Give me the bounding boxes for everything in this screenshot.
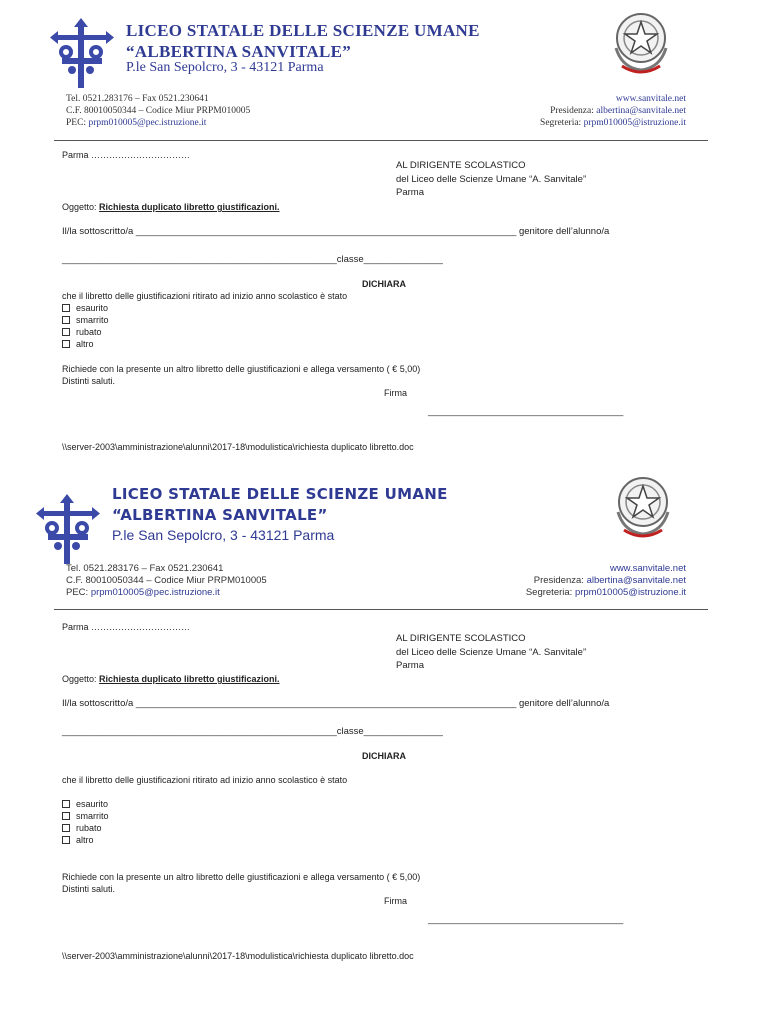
phone-fax: Tel. 0521.283176 – Fax 0521.230641	[66, 94, 209, 104]
recipient-line2: del Liceo delle Scienze Umane “A. Sanvitale”	[396, 646, 587, 658]
undersigned-line[interactable]: Il/la sottoscritto/a ________________________________________________________________________ genitore dell’alunno/a	[62, 226, 610, 237]
request-text: Richiede con la presente un altro libretto delle giustificazioni e allega versamento ( € 5,00)	[62, 364, 421, 374]
form-copy-1	[0, 0, 770, 470]
option-label: altro	[76, 835, 94, 845]
presidenza-line	[540, 105, 686, 117]
place-date: Parma ……………………………	[62, 622, 191, 632]
school-name	[112, 484, 448, 526]
website-link[interactable]: www.sanvitale.net	[615, 94, 686, 104]
recipient-line1: AL DIRIGENTE SCOLASTICO	[396, 633, 526, 644]
option-altro[interactable]	[62, 338, 109, 350]
checkbox-esaurito[interactable]	[62, 800, 70, 808]
segreteria-line	[526, 587, 686, 599]
option-label: altro	[76, 339, 94, 349]
subject-label: Oggetto:	[62, 674, 100, 684]
greeting: Distinti saluti.	[62, 376, 116, 386]
option-label: smarrito	[76, 315, 109, 325]
segreteria-link[interactable]: prpm010005@istruzione.it	[583, 118, 686, 128]
segreteria-label: Segreteria:	[525, 587, 575, 598]
school-name-line2: “ALBERTINA SANVITALE”	[126, 42, 352, 61]
greeting: Distinti saluti.	[62, 884, 116, 894]
school-name-line1: LICEO STATALE DELLE SCIENZE UMANE	[112, 485, 448, 503]
segreteria-line	[540, 117, 686, 129]
student-class-line[interactable]: ____________________________________________________classe_______________	[62, 254, 443, 265]
options-list	[62, 302, 109, 350]
header-divider	[54, 140, 708, 141]
file-path: \\server-2003\amministrazione\alunni\2017-18\modulistica\richiesta duplicato libretto.doc	[62, 951, 414, 961]
subject-line	[62, 201, 280, 213]
presidenza-label: Presidenza:	[533, 575, 587, 586]
options-list	[62, 798, 109, 846]
option-label: esaurito	[76, 303, 109, 313]
subject-value: Richiesta duplicato libretto giustificazioni.	[99, 674, 280, 684]
option-label: smarrito	[76, 811, 109, 821]
header-divider	[54, 609, 708, 610]
checkbox-altro[interactable]	[62, 340, 70, 348]
option-esaurito[interactable]	[62, 798, 109, 810]
declares-heading: DICHIARA	[362, 279, 406, 289]
checkbox-smarrito[interactable]	[62, 812, 70, 820]
request-text: Richiede con la presente un altro libretto delle giustificazioni e allega versamento ( € 5,00)	[62, 872, 421, 882]
recipient-block	[396, 632, 586, 673]
presidenza-label: Presidenza:	[550, 106, 597, 116]
student-class-line[interactable]: ____________________________________________________classe_______________	[62, 726, 443, 737]
website-link[interactable]: www.sanvitale.net	[609, 563, 686, 574]
phone-fax: Tel. 0521.283176 – Fax 0521.230641	[66, 563, 224, 574]
checkbox-smarrito[interactable]	[62, 316, 70, 324]
contacts-left	[66, 93, 250, 129]
checkbox-rubato[interactable]	[62, 328, 70, 336]
school-address: P.le San Sepolcro, 3 - 43121 Parma	[126, 60, 324, 75]
option-esaurito[interactable]	[62, 302, 109, 314]
cf-codice: C.F. 80010050344 – Codice Miur PRPM010005	[66, 106, 251, 116]
option-label: esaurito	[76, 799, 109, 809]
checkbox-esaurito[interactable]	[62, 304, 70, 312]
signature-line[interactable]: _______________________________________	[428, 914, 624, 924]
pec-line	[66, 117, 250, 129]
recipient-line3: Parma	[396, 660, 424, 671]
declaration-text: che il libretto delle giustificazioni ritirato ad inizio anno scolastico è stato	[62, 775, 348, 785]
presidenza-link[interactable]: albertina@sanvitale.net	[586, 575, 686, 586]
pec-label: PEC:	[66, 587, 91, 598]
school-name-line2: “ALBERTINA SANVITALE”	[112, 506, 328, 524]
republic-emblem-icon	[612, 472, 674, 544]
recipient-block	[396, 159, 586, 200]
segreteria-label: Segreteria:	[540, 118, 584, 128]
checkbox-rubato[interactable]	[62, 824, 70, 832]
recipient-line1: AL DIRIGENTE SCOLASTICO	[396, 160, 526, 171]
pec-link[interactable]: prpm010005@pec.istruzione.it	[88, 118, 207, 128]
declares-heading: DICHIARA	[362, 751, 406, 761]
school-name-line1: LICEO STATALE DELLE SCIENZE UMANE	[126, 21, 480, 40]
signature-line[interactable]: _______________________________________	[428, 406, 624, 416]
undersigned-line[interactable]: Il/la sottoscritto/a ________________________________________________________________________ genitore dell’alunno/a	[62, 698, 610, 709]
subject-label: Oggetto:	[62, 202, 100, 212]
republic-emblem-icon	[610, 8, 672, 80]
pec-link[interactable]: prpm010005@pec.istruzione.it	[90, 587, 220, 598]
form-copy-2	[0, 485, 770, 961]
segreteria-link[interactable]: prpm010005@istruzione.it	[574, 587, 686, 598]
checkbox-altro[interactable]	[62, 836, 70, 844]
option-rubato[interactable]	[62, 822, 109, 834]
school-name	[126, 20, 480, 62]
declaration-text: che il libretto delle giustificazioni ritirato ad inizio anno scolastico è stato	[62, 291, 348, 301]
recipient-line2: del Liceo delle Scienze Umane “A. Sanvitale”	[396, 173, 587, 185]
school-logo-icon	[50, 18, 114, 90]
presidenza-link[interactable]: albertina@sanvitale.net	[596, 106, 686, 116]
pec-label: PEC:	[66, 118, 89, 128]
presidenza-line	[526, 575, 686, 587]
signature-label: Firma	[384, 388, 407, 398]
option-smarrito[interactable]	[62, 314, 109, 326]
contacts-right	[540, 93, 686, 129]
option-altro[interactable]	[62, 834, 109, 846]
cf-codice: C.F. 80010050344 – Codice Miur PRPM010005	[66, 575, 267, 586]
place-date: Parma ……………………………	[62, 150, 191, 160]
file-path: \\server-2003\amministrazione\alunni\2017-18\modulistica\richiesta duplicato libretto.doc	[62, 442, 414, 452]
school-logo-icon	[36, 494, 100, 566]
option-label: rubato	[76, 823, 102, 833]
subject-line	[62, 673, 280, 685]
pec-line	[66, 587, 267, 599]
contacts-left	[66, 563, 267, 599]
option-smarrito[interactable]	[62, 810, 109, 822]
contacts-right	[526, 563, 686, 599]
recipient-line3: Parma	[396, 187, 424, 198]
school-address: P.le San Sepolcro, 3 - 43121 Parma	[112, 527, 335, 543]
option-rubato[interactable]	[62, 326, 109, 338]
signature-label: Firma	[384, 896, 407, 906]
subject-value: Richiesta duplicato libretto giustificazioni.	[99, 202, 280, 212]
option-label: rubato	[76, 327, 102, 337]
